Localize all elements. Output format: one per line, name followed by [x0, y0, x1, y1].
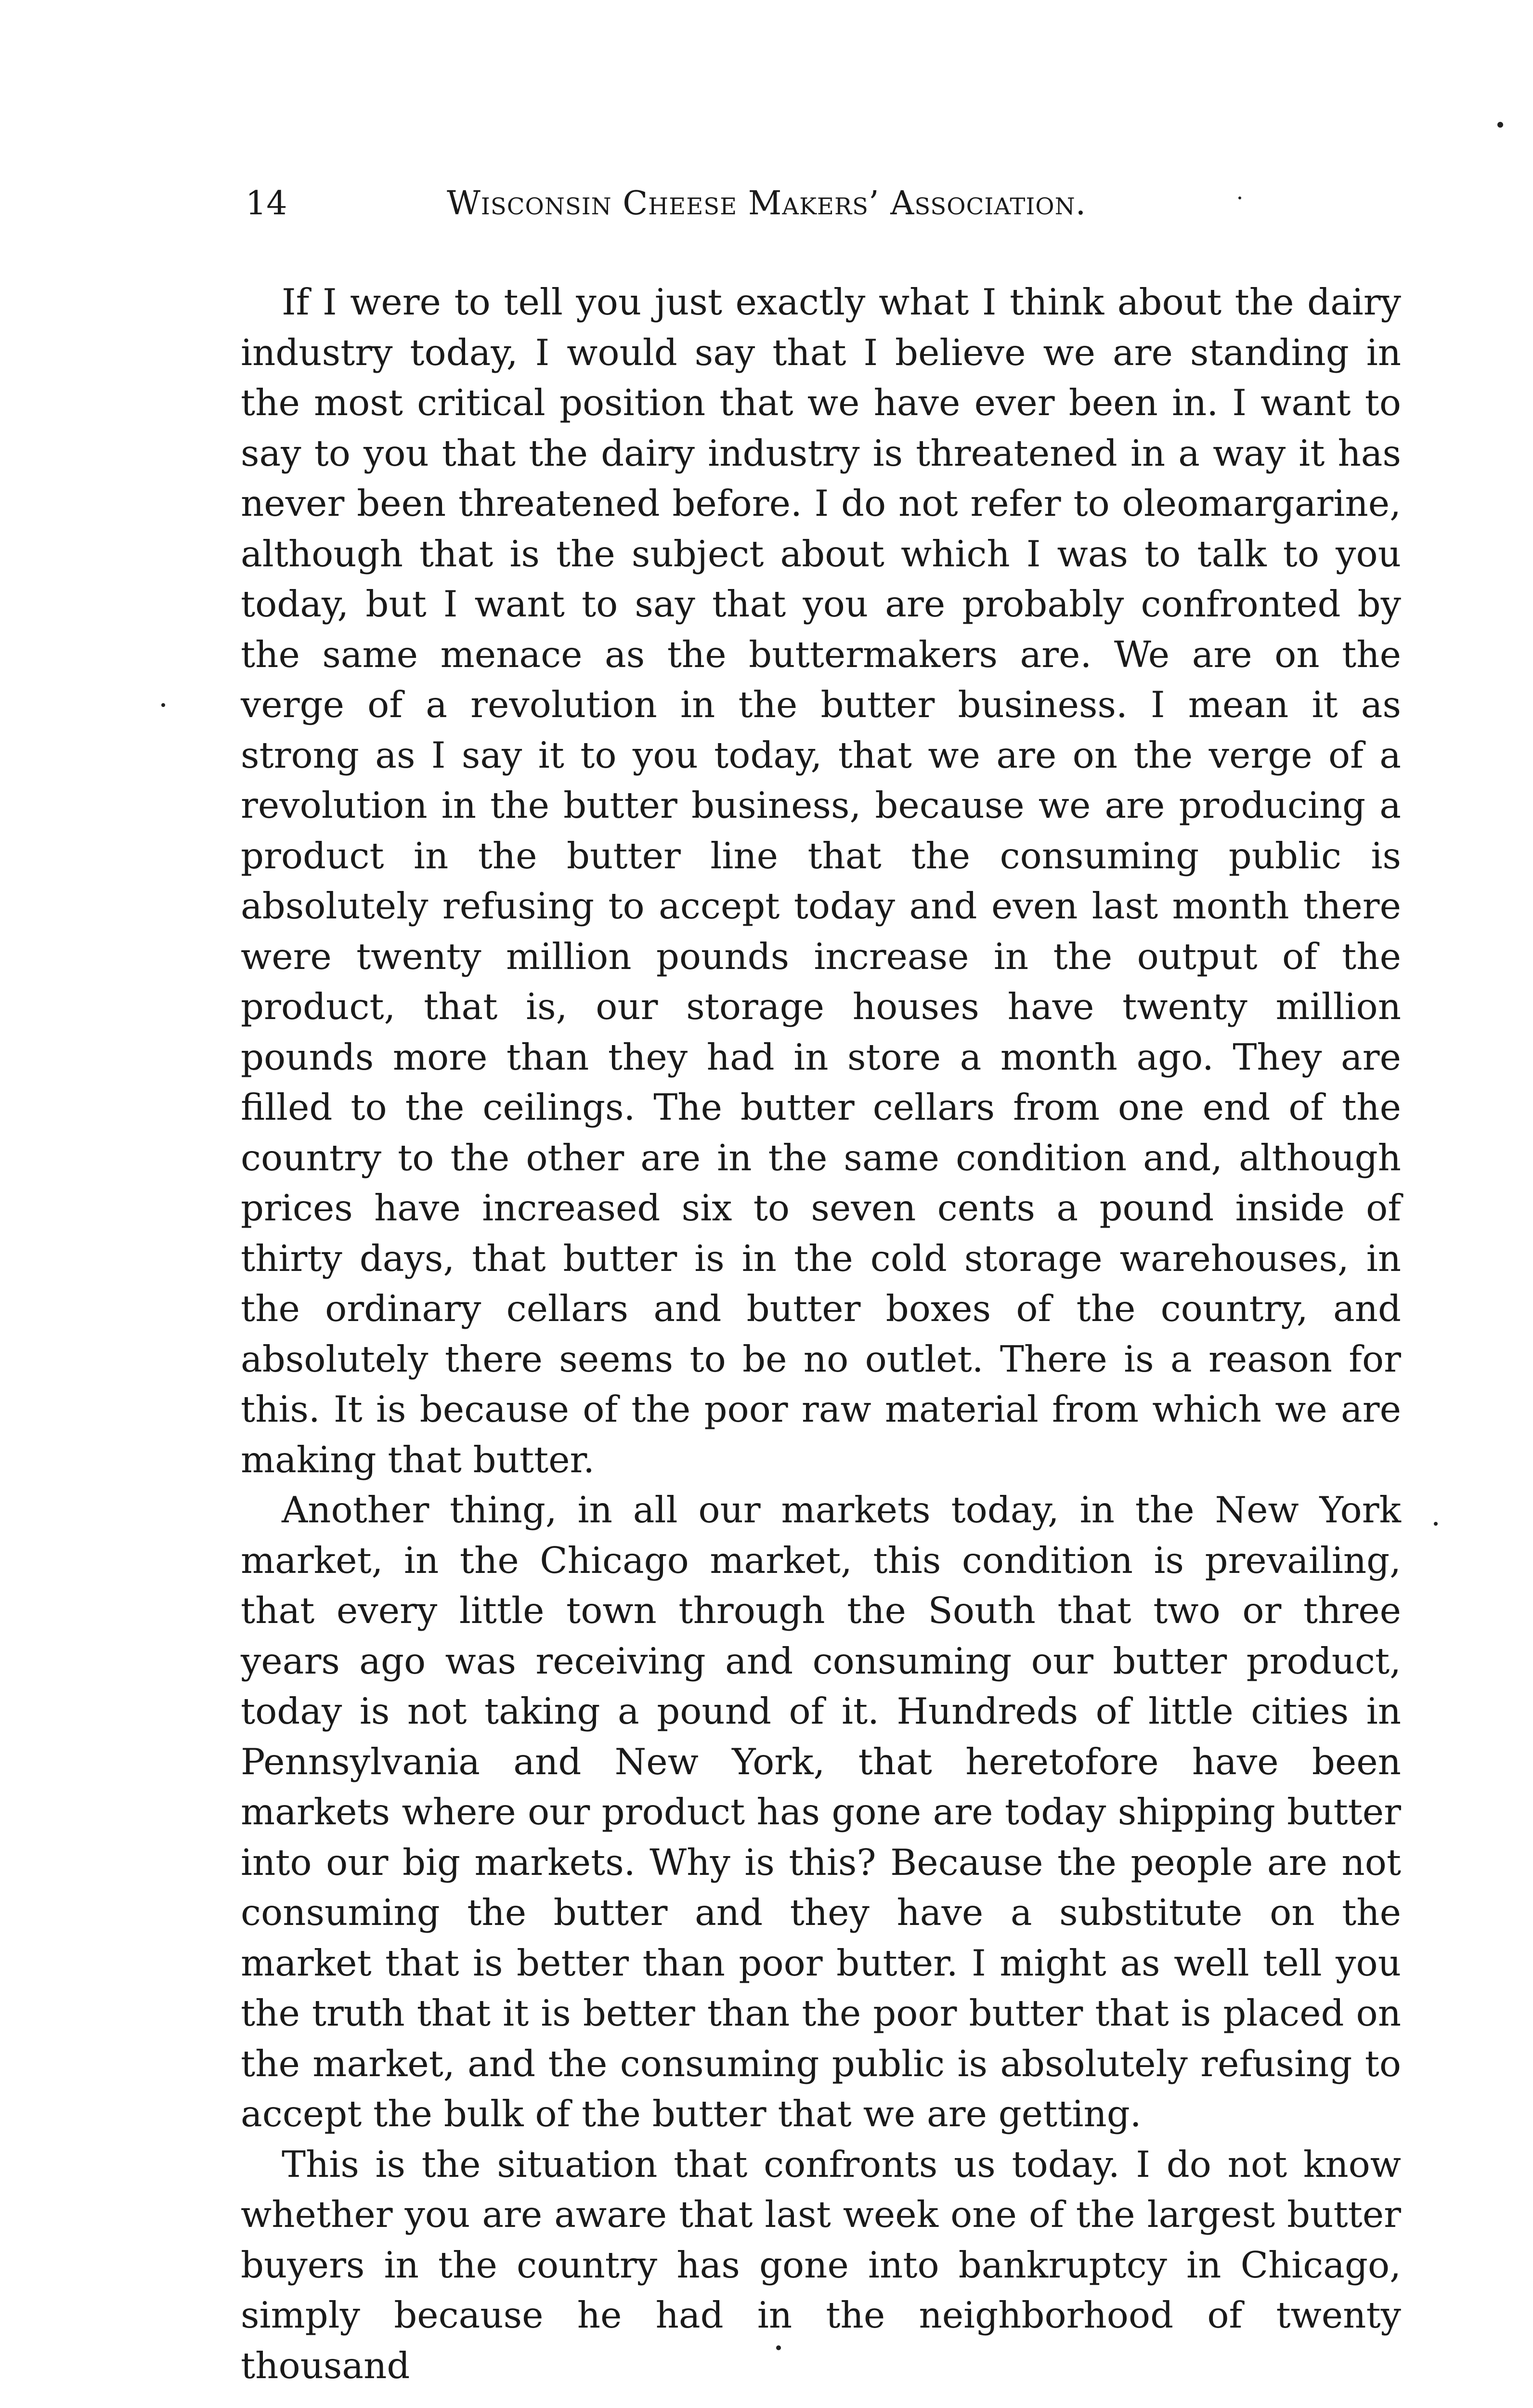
paragraph: This is the situation that confronts us today. I do not know whether you are aware that last week one of the largest butter buyers in the country has gone into bankruptcy in Chicago, simply because he had in the neighborhood of twenty thousand [241, 2143, 1401, 2387]
running-head [246, 177, 1208, 230]
scan-speck [161, 703, 165, 707]
journal-title: Wisconsin Cheese Makers’ Association. [447, 184, 1087, 222]
scan-speck [1434, 1522, 1438, 1526]
page-number: 14 [246, 184, 287, 222]
scan-speck [776, 2345, 781, 2350]
scan-speck [1497, 122, 1503, 128]
scan-speck [1238, 196, 1241, 199]
paragraph: Another thing, in all our markets today, in the New York market, in the Chicago market, this condition is prevailing, that every little town through the South that two or three years ago was receiving and consuming our butter product, today is not taking a pound of it. Hundreds of little cities in Pennsylvania and New York, that heretofore have been markets where our product has gone are today shipping butter into our big markets. Why is this? Because the people are not consuming the butter and they have a substitute on the market that is better than poor butter. I might as well tell you the truth that it is better than the poor butter that is placed on the market, and the consuming public is absolutely refusing to accept the bulk of the butter that we are getting. [241, 1489, 1401, 2135]
paragraph: If I were to tell you just exactly what I think about the dairy industry today, I would say that I believe we are standing in the most critical position that we have ever been in. I want to say to you that the dairy industry is threatened in a way it has never been threatened before. I do not refer to oleomargarine, although that is the subject about which I was to talk to you today, but I want to say that you are probably confronted by the same menace as the buttermakers are. We are on the verge of a revolution in the butter business. I mean it as strong as I say it to you today, that we are on the verge of a revolution in the butter business, because we are producing a product in the butter line that the consuming public is absolutely refusing to accept today and even last month there were twenty million pounds increase in the output of the product, that is, our storage houses have twenty million pounds more than they had in store a month ago. They are filled to the ceilings. The butter cellars from one end of the country to the other are in the same condition and, although prices have increased six to seven cents a pound inside of thirty days, that butter is in the cold storage warehouses, in the ordinary cellars and butter boxes of the country, and absolutely there seems to be no outlet. There is a reason for this. It is because of the poor raw material from which we are making that butter. [241, 281, 1401, 1481]
body-text [241, 277, 1401, 2391]
